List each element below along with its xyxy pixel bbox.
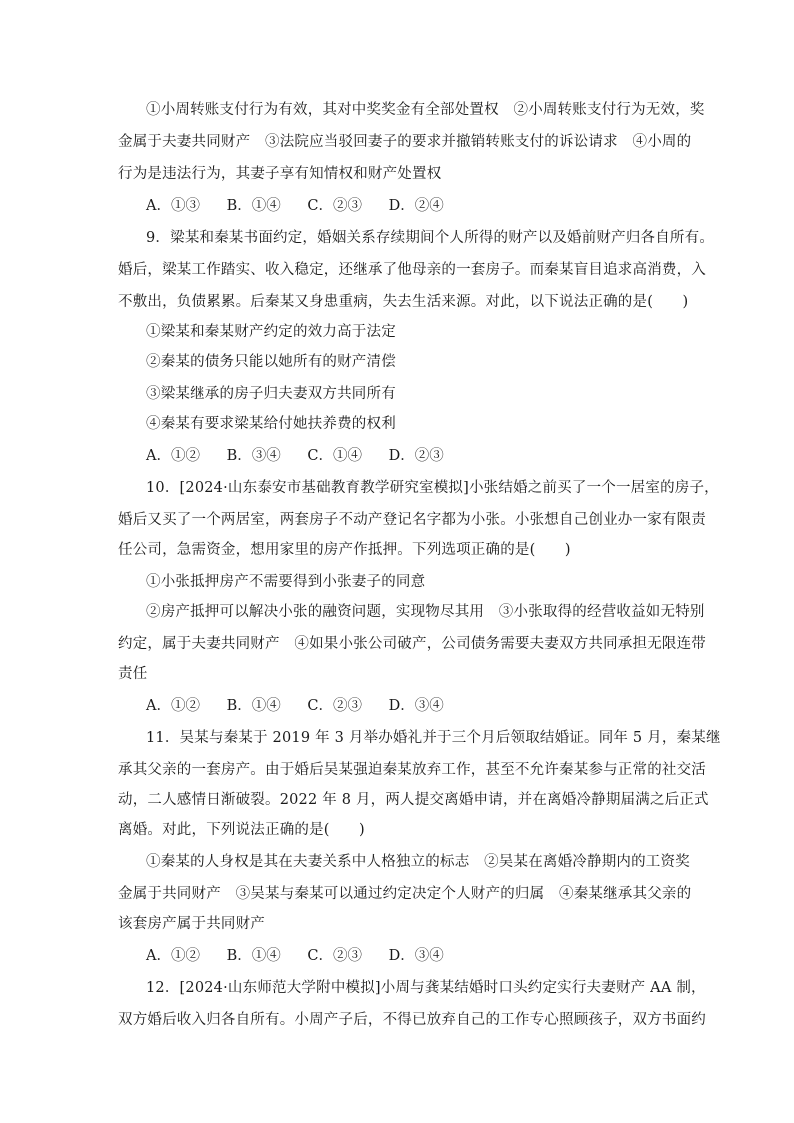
- q9-item-4: ④秦某有要求梁某给付她扶养费的权利: [146, 416, 396, 432]
- q9-option-b: B．③④: [226, 448, 281, 464]
- q10-item-4: 责任: [118, 666, 148, 682]
- q8-option-c: C．②③: [307, 198, 362, 214]
- q9-item-3: ③梁某继承的房子归夫妻双方共同所有: [146, 386, 396, 402]
- q10-option-a: A．①②: [146, 698, 200, 714]
- q11-item-1: ①秦某的人身权是其在夫妻关系中人格独立的标志 ②吴某在离婚冷静期内的工资奖: [146, 854, 690, 870]
- q11-option-a: A．①②: [146, 948, 200, 964]
- q9-stem-3: 不敷出，负债累累。后秦某又身患重病，失去生活来源。对此，以下说法正确的是( ): [118, 294, 689, 310]
- q11-stem-2: 承其父亲的一套房产。由于婚后吴某强迫秦某放弃工作，甚至不允许秦某参与正常的社交活: [118, 762, 706, 778]
- q9-stem-1: 9．梁某和秦某书面约定，婚姻关系存续期间个人所得的财产以及婚前财产归各自所有。: [146, 230, 715, 246]
- q8-options: [146, 196, 466, 216]
- q11-stem-1: 11．吴某与秦某于 2019 年 3 月举办婚礼并于三个月后领取结婚证。同年 5 月，秦某继: [146, 730, 721, 746]
- q11-stem-4: 离婚。对此，下列说法正确的是( ): [118, 822, 365, 838]
- q10-stem-3: 任公司，急需资金，想用家里的房产作抵押。下列选项正确的是( ): [118, 542, 571, 558]
- q10-stem-2: 婚后又买了一个两居室，两套房子不动产登记名字都为小张。小张想自己创业办一家有限责: [118, 512, 706, 528]
- q9-option-a: A．①②: [146, 448, 200, 464]
- q8-option-a: A．①③: [146, 198, 200, 214]
- q11-item-3: 该套房产属于共同财产: [118, 916, 265, 932]
- q9-item-2: ②秦某的债务只能以她所有的财产清偿: [146, 354, 396, 370]
- q10-item-1: ①小张抵押房产不需要得到小张妻子的同意: [146, 574, 426, 590]
- q9-option-c: C．①④: [307, 448, 362, 464]
- q8-line-1: ①小周转账支付行为有效，其对中奖奖金有全部处置权 ②小周转账支付行为无效，奖: [146, 102, 705, 118]
- q11-option-c: C．②③: [307, 948, 362, 964]
- q11-option-b: B．①④: [226, 948, 281, 964]
- q11-option-d: D．③④: [388, 948, 444, 964]
- q10-option-b: B．①④: [226, 698, 281, 714]
- q10-item-2: ②房产抵押可以解决小张的融资问题，实现物尽其用 ③小张取得的经营收益如无特别: [146, 604, 705, 620]
- q11-item-2: 金属于共同财产 ③吴某与秦某可以通过约定决定个人财产的归属 ④秦某继承其父亲的: [118, 886, 692, 902]
- q10-option-c: C．②③: [307, 698, 362, 714]
- q9-stem-2: 婚后，梁某工作踏实、收入稳定，还继承了他母亲的一套房子。而秦某盲目追求高消费，入: [118, 262, 706, 278]
- q11-stem-3: 动，二人感情日渐破裂。2022 年 8 月，两人提交离婚申请，并在离婚冷静期届满之后正式: [118, 792, 709, 808]
- q10-stem-1: 10．[2024·山东泰安市基础教育教学研究室模拟]小张结婚之前买了一个一居室的房子，: [146, 480, 719, 496]
- q9-item-1: ①梁某和秦某财产约定的效力高于法定: [146, 324, 396, 340]
- q8-option-b: B．①④: [226, 198, 281, 214]
- q10-options: [146, 696, 466, 716]
- q9-options: [146, 446, 466, 466]
- q8-line-3: 行为是违法行为，其妻子享有知情权和财产处置权: [118, 166, 442, 182]
- q10-item-3: 约定，属于夫妻共同财产 ④如果小张公司破产，公司债务需要夫妻双方共同承担无限连带: [118, 636, 706, 652]
- q12-stem-1: 12．[2024·山东师范大学附中模拟]小周与龚某结婚时口头约定实行夫妻财产 AA 制，: [146, 980, 706, 996]
- q11-options: [146, 946, 466, 966]
- q8-option-d: D．②④: [388, 198, 444, 214]
- q12-stem-2: 双方婚后收入归各自所有。小周产子后，不得已放弃自己的工作专心照顾孩子，双方书面约: [118, 1012, 706, 1028]
- q9-option-d: D．②③: [388, 448, 444, 464]
- q10-option-d: D．③④: [388, 698, 444, 714]
- q8-line-2: 金属于夫妻共同财产 ③法院应当驳回妻子的要求并撤销转账支付的诉讼请求 ④小周的: [118, 134, 692, 150]
